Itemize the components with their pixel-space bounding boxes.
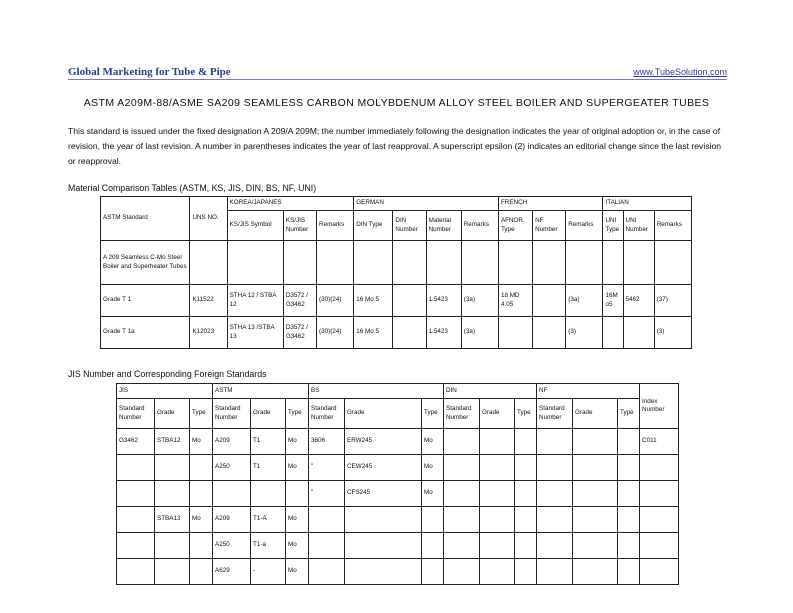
col-afnor-type: AFNOR Type [498,211,532,241]
cell-remarks: (30)(24) [317,317,354,349]
cell-astm-standard-number: A209 [213,429,251,455]
section-heading-jis-number: JIS Number and Corresponding Foreign Standards [68,369,267,379]
cell-jis-standard-number [117,481,155,507]
col-grade: Grade [251,399,286,429]
cell-astm-grade: T1 [251,429,286,455]
cell-bs-standard-number: " [309,455,345,481]
col-remarks: Remarks [566,211,603,241]
header-divider [68,79,727,80]
cell-astm-type: Mo [286,455,309,481]
cell-nf-grade [573,481,618,507]
group-din: DIN [444,384,537,399]
cell-index-number [640,481,679,507]
cell-din-type [515,429,537,455]
cell-ks-number: D3572 / G3462 [283,317,316,349]
col-astm-standard: ASTM Standard [101,197,190,241]
cell-material-number: 1.5423 [426,317,461,349]
group-astm: ASTM [213,384,309,399]
col-remarks: Remarks [654,211,691,241]
cell-uni-type: 16Mo5 [603,285,623,317]
col-grade: Grade [480,399,515,429]
material-comparison-table [100,196,692,349]
cell-din-standard-number [444,481,480,507]
cell-bs-standard-number [309,559,345,585]
group-french: FRENCH [498,197,603,211]
cell-bs-grade [345,533,422,559]
cell-din-type [515,481,537,507]
cell-din-grade [480,507,515,533]
col-standard-number: Standard Number [537,399,573,429]
header-website-link[interactable]: www.TubeSolution.com [633,67,727,77]
col-standard-number: Standard Number [117,399,155,429]
cell-din-standard-number [444,559,480,585]
cell-uns: K11522 [190,285,227,317]
group-german: GERMAN [354,197,499,211]
group-italian: ITALIAN [603,197,692,211]
jis-table-body [117,429,679,585]
table-row [101,317,692,349]
col-uni-type: UNI Type [603,211,623,241]
col-ks-jis-symbol: KS/JIS Symbol [227,211,283,241]
cell-index-number: C011 [640,429,679,455]
cell-jis-standard-number [117,455,155,481]
col-nf-number: NF Number [533,211,566,241]
cell-material-number: 1.5423 [426,285,461,317]
cell-astm-grade [251,481,286,507]
cell-bs-type: Mo [422,481,444,507]
col-din-type: DIN Type [354,211,393,241]
cell-jis-type [190,559,213,585]
cell-astm-type: Mo [286,533,309,559]
cell-nf-number [533,285,566,317]
cell-remarks: (3a) [461,317,498,349]
cell-nf-grade [573,533,618,559]
col-index-number: Index Number [640,384,679,429]
cell-index-number [640,507,679,533]
cell-jis-type: Mo [190,429,213,455]
cell-nf-standard-number [537,559,573,585]
table-row [117,455,679,481]
cell-astm-grade: T1 [251,455,286,481]
table-row [117,533,679,559]
cell-nf-type [618,533,640,559]
cell-bs-standard-number: 3606 [309,429,345,455]
cell-din-number [393,317,426,349]
col-uns-no: UNS NO. [190,197,227,241]
cell-astm-standard-number [213,481,251,507]
cell-bs-grade: CFS245 [345,481,422,507]
cell-bs-type [422,533,444,559]
table-row [101,285,692,317]
cell-din-standard-number [444,533,480,559]
cell-nf-standard-number [537,533,573,559]
cell-din-standard-number [444,455,480,481]
cell-nf-grade [573,507,618,533]
cell-din-grade [480,481,515,507]
col-din-number: DIN Number [393,211,426,241]
col-type: Type [515,399,537,429]
cell-ks-symbol: STHA 13 /STBA 13 [227,317,283,349]
cell-bs-grade [345,559,422,585]
cell-jis-grade: STBA13 [155,507,190,533]
col-standard-number: Standard Number [309,399,345,429]
cell-grade: Grade T 1a [101,317,190,349]
cell-bs-standard-number: " [309,481,345,507]
cell-astm-type: Mo [286,507,309,533]
cell-remarks: (3a) [566,285,603,317]
cell-astm-standard-number: A629 [213,559,251,585]
cell-bs-grade: ERW245 [345,429,422,455]
cell-uni-number [623,317,654,349]
cell-bs-standard-number [309,533,345,559]
cell-din-standard-number [444,429,480,455]
cell-nf-type [618,559,640,585]
group-bs: BS [309,384,444,399]
group-korea-japanes: KOREA/JAPANES [227,197,354,211]
cell-din-grade [480,429,515,455]
cell-din-grade [480,533,515,559]
cell-astm-standard-number: A209 [213,507,251,533]
cell-nf-type [618,507,640,533]
cell-din-type: 16 Mo 5 [354,285,393,317]
cell-bs-type: Mo [422,455,444,481]
cell-nf-number [533,317,566,349]
cell-grade: Grade T 1 [101,285,190,317]
cell-bs-type [422,559,444,585]
cell-bs-type: Mo [422,429,444,455]
document-title: ASTM A209M-88/ASME SA209 SEAMLESS CARBON MOLYBDENUM ALLOY STEEL BOILER AND SUPERGEATER TUBES [83,97,710,109]
col-standard-number: Standard Number [213,399,251,429]
cell-remarks: (30)(24) [317,285,354,317]
cell-jis-standard-number [117,507,155,533]
cell-jis-standard-number [117,533,155,559]
cell-uni-number: 5462 [623,285,654,317]
cell-jis-grade [155,455,190,481]
cell-index-number [640,455,679,481]
col-uni-number: UNI Number [623,211,654,241]
cell-remarks: (37) [654,285,691,317]
cell-din-standard-number [444,507,480,533]
cell-nf-grade [573,559,618,585]
col-material-number: Material Number [426,211,461,241]
cell-din-type [515,455,537,481]
cell-jis-type [190,455,213,481]
cell-din-type [515,507,537,533]
cell-afnor-type [498,317,532,349]
cell-nf-type [618,455,640,481]
cell-remarks: (3) [566,317,603,349]
cell-jis-grade [155,533,190,559]
col-standard-number: Standard Number [444,399,480,429]
cell-nf-standard-number [537,507,573,533]
cell-jis-type [190,533,213,559]
cell-remarks: (3a) [461,285,498,317]
jis-foreign-standards-table [116,383,679,585]
cell-jis-type [190,481,213,507]
col-type: Type [422,399,444,429]
col-grade: Grade [345,399,422,429]
cell-bs-standard-number [309,507,345,533]
col-remarks: Remarks [461,211,498,241]
cell-nf-type [618,429,640,455]
cell-bs-grade [345,507,422,533]
cell-uni-type [603,317,623,349]
group-jis: JIS [117,384,213,399]
cell-ks-number: D3572 / G3462 [283,285,316,317]
col-grade: Grade [573,399,618,429]
cell-jis-grade: STBA12 [155,429,190,455]
cell-din-number [393,285,426,317]
cell-din-type: 16 Mo 5 [354,317,393,349]
col-remarks: Remarks [317,211,354,241]
cell-astm-grade: T1-A [251,507,286,533]
cell-astm-grade: - [251,559,286,585]
cell-nf-grade [573,455,618,481]
cell-astm-grade: T1-a [251,533,286,559]
col-grade: Grade [155,399,190,429]
cell-ks-symbol: STHA 12 / STBA 12 [227,285,283,317]
cell-astm-type [286,481,309,507]
cell-bs-type [422,507,444,533]
group-nf: NF [537,384,640,399]
col-type: Type [190,399,213,429]
cell-nf-standard-number [537,481,573,507]
cell-din-grade [480,455,515,481]
cell-index-number [640,533,679,559]
cell-nf-standard-number [537,429,573,455]
cell-afnor-type: 18 MD 4.05 [498,285,532,317]
cell-nf-grade [573,429,618,455]
intro-paragraph: This standard is issued under the fixed designation A 209/A 209M; the number immediately following the designation indicates the year of original adoption or, in the case of revision, the year of last revision. A number in parentheses indicates the year of last reapproval. A superscript epsilon (2) indicates an editorial change since the last revision or reapproval. [68,126,722,166]
col-type: Type [618,399,640,429]
cell-jis-grade [155,481,190,507]
cell-jis-type: Mo [190,507,213,533]
cell-din-type [515,533,537,559]
product-description: A 209 Seamless C-Mo Steel Boiler and Superheater Tubes [101,241,190,285]
cell-din-grade [480,559,515,585]
cell-jis-standard-number [117,559,155,585]
cell-remarks: (3) [654,317,691,349]
table-row [117,429,679,455]
table-row [117,481,679,507]
header-company-name: Global Marketing for Tube & Pipe [68,66,231,78]
cell-astm-type: Mo [286,559,309,585]
cell-astm-standard-number: A250 [213,533,251,559]
cell-uns: K12023 [190,317,227,349]
col-ks-jis-number: KS/JIS Number [283,211,316,241]
table-row [117,559,679,585]
cell-jis-grade [155,559,190,585]
col-type: Type [286,399,309,429]
cell-jis-standard-number: G3462 [117,429,155,455]
cell-nf-type [618,481,640,507]
cell-bs-grade: CEW245 [345,455,422,481]
cell-astm-standard-number: A250 [213,455,251,481]
cell-nf-standard-number [537,455,573,481]
section-heading-material-comparison: Material Comparison Tables (ASTM, KS, JIS, DIN, BS, NF, UNI) [68,183,317,193]
table-row [117,507,679,533]
cell-astm-type: Mo [286,429,309,455]
cell-din-type [515,559,537,585]
cell-index-number [640,559,679,585]
